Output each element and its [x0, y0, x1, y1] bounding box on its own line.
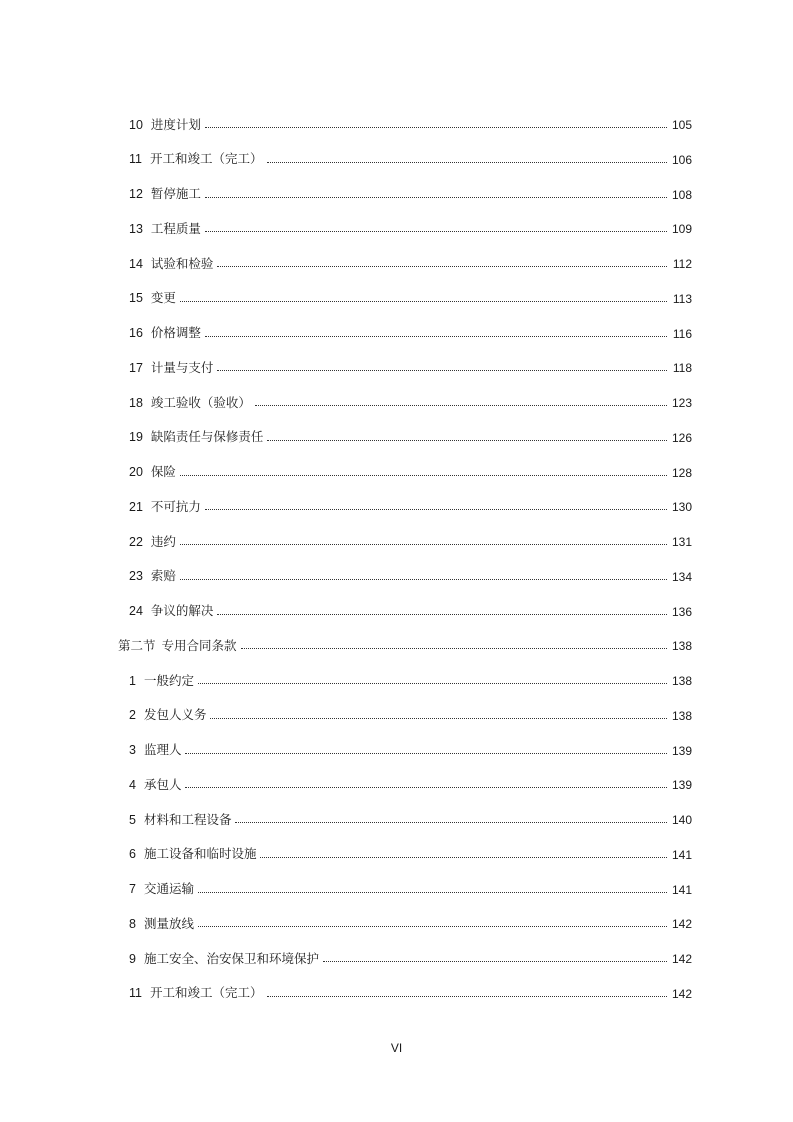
toc-entry[interactable]	[129, 839, 692, 861]
toc-entry-text: 保险	[150, 464, 176, 479]
toc-entry-page: 130	[671, 500, 692, 515]
toc-entry[interactable]	[129, 700, 692, 722]
toc-entry-title	[129, 466, 178, 479]
toc-entry[interactable]	[118, 630, 692, 652]
toc-entry-title	[129, 744, 183, 757]
toc-entry-number: 12	[129, 187, 143, 201]
toc-entry[interactable]	[129, 596, 692, 618]
toc-entry-title	[129, 359, 215, 375]
toc-entry-number: 20	[129, 465, 143, 479]
toc-entry-title	[129, 188, 203, 201]
toc-entry-number: 第二节	[118, 638, 156, 653]
toc-entry[interactable]	[129, 769, 692, 791]
toc-leader-dots	[217, 613, 667, 615]
toc-leader-dots	[267, 439, 667, 441]
toc-entry-text: 计量与支付	[150, 359, 214, 375]
toc-entry-title	[129, 327, 203, 340]
toc-entry-page: 141	[671, 847, 692, 862]
toc-entry[interactable]	[129, 665, 692, 687]
toc-leader-dots	[241, 647, 667, 649]
toc-entry-title	[129, 950, 321, 966]
toc-entry[interactable]	[129, 109, 692, 131]
toc-entry-text: 争议的解决	[150, 603, 214, 618]
toc-leader-dots	[267, 995, 668, 997]
toc-entry-number: 11	[129, 152, 142, 167]
toc-entry-page: 139	[671, 778, 692, 793]
toc-entry-title	[129, 498, 203, 514]
toc-entry-number: 10	[129, 117, 143, 132]
toc-leader-dots	[185, 752, 667, 754]
toc-entry-number: 14	[129, 256, 143, 271]
toc-entry-text: 一般约定	[143, 672, 194, 688]
toc-leader-dots	[255, 404, 667, 406]
toc-entry-page: 142	[671, 917, 692, 932]
toc-entry-page: 141	[671, 882, 692, 897]
toc-entry-page: 109	[671, 222, 692, 237]
toc-entry-page: 136	[671, 604, 692, 619]
toc-entry-text: 测量放线	[143, 915, 194, 931]
toc-entry-text: 承包人	[143, 776, 182, 792]
page-number: VI	[390, 1041, 403, 1055]
toc-entry[interactable]	[129, 213, 692, 235]
toc-entry-title	[129, 220, 203, 236]
toc-entry-title	[129, 116, 203, 132]
toc-entry-text: 开工和竣工（完工）	[149, 985, 263, 1001]
toc-entry-text: 变更	[150, 290, 176, 306]
toc-entry-page: 112	[672, 257, 692, 271]
toc-leader-dots	[235, 821, 667, 823]
toc-entry-text: 索赔	[150, 568, 176, 584]
toc-entry-page: 106	[671, 152, 692, 167]
toc-entry-page: 138	[671, 708, 692, 723]
toc-entry[interactable]	[129, 352, 692, 374]
toc-entry-page: 134	[671, 569, 692, 584]
toc-entry[interactable]	[129, 804, 692, 826]
toc-entry-number: 6	[129, 847, 136, 862]
toc-entry-page: 139	[671, 743, 692, 758]
toc-entry-title	[129, 153, 265, 166]
toc-leader-dots	[198, 891, 667, 893]
toc-entry[interactable]	[129, 943, 692, 965]
toc-entry-title	[129, 848, 258, 861]
toc-leader-dots	[267, 161, 668, 163]
toc-leader-dots	[205, 126, 667, 128]
toc-entry-text: 价格调整	[150, 325, 201, 340]
toc-leader-dots	[217, 265, 667, 267]
toc-entry-number: 7	[129, 882, 136, 896]
toc-entry-page: 128	[671, 465, 692, 480]
toc-entry-number: 19	[129, 430, 143, 445]
toc-entry[interactable]	[129, 735, 692, 757]
toc-entry-title	[129, 533, 178, 549]
toc-entry-text: 进度计划	[150, 116, 201, 132]
toc-entry-text: 竣工验收（验收）	[150, 394, 251, 410]
toc-entry-page: 105	[671, 118, 692, 132]
toc-entry-title	[129, 987, 265, 1000]
toc-entry[interactable]	[129, 908, 692, 930]
toc-leader-dots	[180, 474, 667, 476]
toc-entry-number: 2	[129, 708, 136, 723]
toc-leader-dots	[198, 925, 667, 927]
toc-entry-number: 11	[129, 986, 142, 1001]
toc-entry-number: 9	[129, 951, 136, 966]
toc-entry-number: 22	[129, 534, 143, 549]
toc-entry-title	[118, 637, 239, 653]
toc-leader-dots	[323, 960, 667, 962]
toc-entry-number: 13	[129, 221, 143, 236]
toc-entry-page: 118	[672, 361, 692, 376]
toc-entry[interactable]	[129, 561, 692, 583]
toc-entry-title	[129, 811, 233, 827]
toc-entry-number: 1	[129, 673, 136, 688]
toc-entry-page: 140	[671, 813, 692, 827]
toc-entry-text: 施工安全、治安保卫和环境保护	[143, 950, 319, 966]
toc-entry-page: 142	[671, 952, 692, 966]
toc-entry[interactable]	[129, 318, 692, 340]
toc-entry-title	[129, 394, 253, 410]
toc-leader-dots	[198, 682, 667, 684]
toc-entry-number: 4	[129, 777, 136, 792]
toc-entry-text: 发包人义务	[143, 707, 207, 723]
toc-leader-dots	[205, 335, 667, 337]
toc-entry[interactable]	[129, 457, 692, 479]
toc-leader-dots	[205, 230, 667, 232]
toc-entry-text: 暂停施工	[150, 186, 201, 201]
toc-entry[interactable]	[129, 491, 692, 513]
toc-leader-dots	[205, 508, 667, 510]
toc-entry[interactable]	[129, 283, 692, 305]
toc-entry-page: 123	[671, 396, 692, 410]
toc-entry-text: 监理人	[143, 742, 182, 757]
toc-entry-title	[129, 776, 183, 792]
toc-entry-title	[129, 883, 196, 896]
toc-entry-number: 16	[129, 326, 143, 340]
toc-entry-text: 专用合同条款	[161, 637, 237, 653]
toc-entry[interactable]	[129, 179, 692, 201]
toc-entry-text: 工程质量	[150, 220, 201, 236]
toc-entry-number: 24	[129, 604, 143, 618]
toc-entry-number: 18	[129, 395, 143, 410]
toc-leader-dots	[180, 543, 667, 545]
toc-entry-text: 缺陷责任与保修责任	[150, 429, 264, 445]
toc-entry-text: 试验和检验	[150, 255, 214, 271]
toc-entry-page: 108	[671, 187, 692, 202]
toc-entry-text: 材料和工程设备	[143, 811, 232, 827]
toc-entry-text: 施工设备和临时设施	[143, 846, 257, 862]
toc-entry-title	[129, 605, 215, 618]
toc-entry-text: 交通运输	[143, 881, 194, 896]
toc-entry-text: 违约	[150, 533, 176, 549]
toc-entry-page: 116	[672, 326, 692, 341]
toc-entry-text: 开工和竣工（完工）	[149, 151, 263, 167]
toc-leader-dots	[180, 578, 667, 580]
toc-entry[interactable]	[129, 387, 692, 409]
toc-entry-page: 138	[671, 639, 692, 654]
toc-leader-dots	[185, 786, 667, 788]
toc-entry[interactable]	[129, 978, 692, 1000]
toc-entry-title	[129, 570, 178, 583]
toc-entry-title	[129, 255, 215, 271]
toc-leader-dots	[205, 196, 667, 198]
toc-leader-dots	[180, 300, 667, 302]
toc-entry-title	[129, 431, 265, 444]
toc-entry-number: 5	[129, 812, 136, 827]
toc-entry[interactable]	[129, 422, 692, 444]
toc-entry-title	[129, 292, 178, 305]
toc-entry-number: 8	[129, 916, 136, 931]
toc-leader-dots	[217, 369, 667, 371]
toc-entry-text: 不可抗力	[150, 498, 201, 514]
toc-leader-dots	[260, 856, 667, 858]
toc-entry[interactable]	[129, 144, 692, 166]
toc-entry-page: 113	[672, 291, 692, 306]
toc-entry-number: 21	[129, 499, 143, 514]
toc-entry-page: 142	[671, 986, 692, 1001]
toc-entry-title	[129, 915, 196, 931]
toc-entry[interactable]	[129, 248, 692, 270]
toc-entry-page: 126	[671, 430, 692, 445]
toc-entry[interactable]	[129, 874, 692, 896]
toc-entry-title	[129, 709, 208, 722]
toc-entry-number: 3	[129, 743, 136, 757]
toc-entry[interactable]	[129, 526, 692, 548]
toc-entry-page: 138	[671, 674, 692, 688]
toc-entry-number: 17	[129, 360, 143, 375]
toc-entry-title	[129, 672, 196, 688]
toc-entry-number: 15	[129, 291, 143, 306]
toc-leader-dots	[210, 717, 667, 719]
toc-entry-page: 131	[671, 535, 692, 549]
toc-entry-number: 23	[129, 569, 143, 584]
